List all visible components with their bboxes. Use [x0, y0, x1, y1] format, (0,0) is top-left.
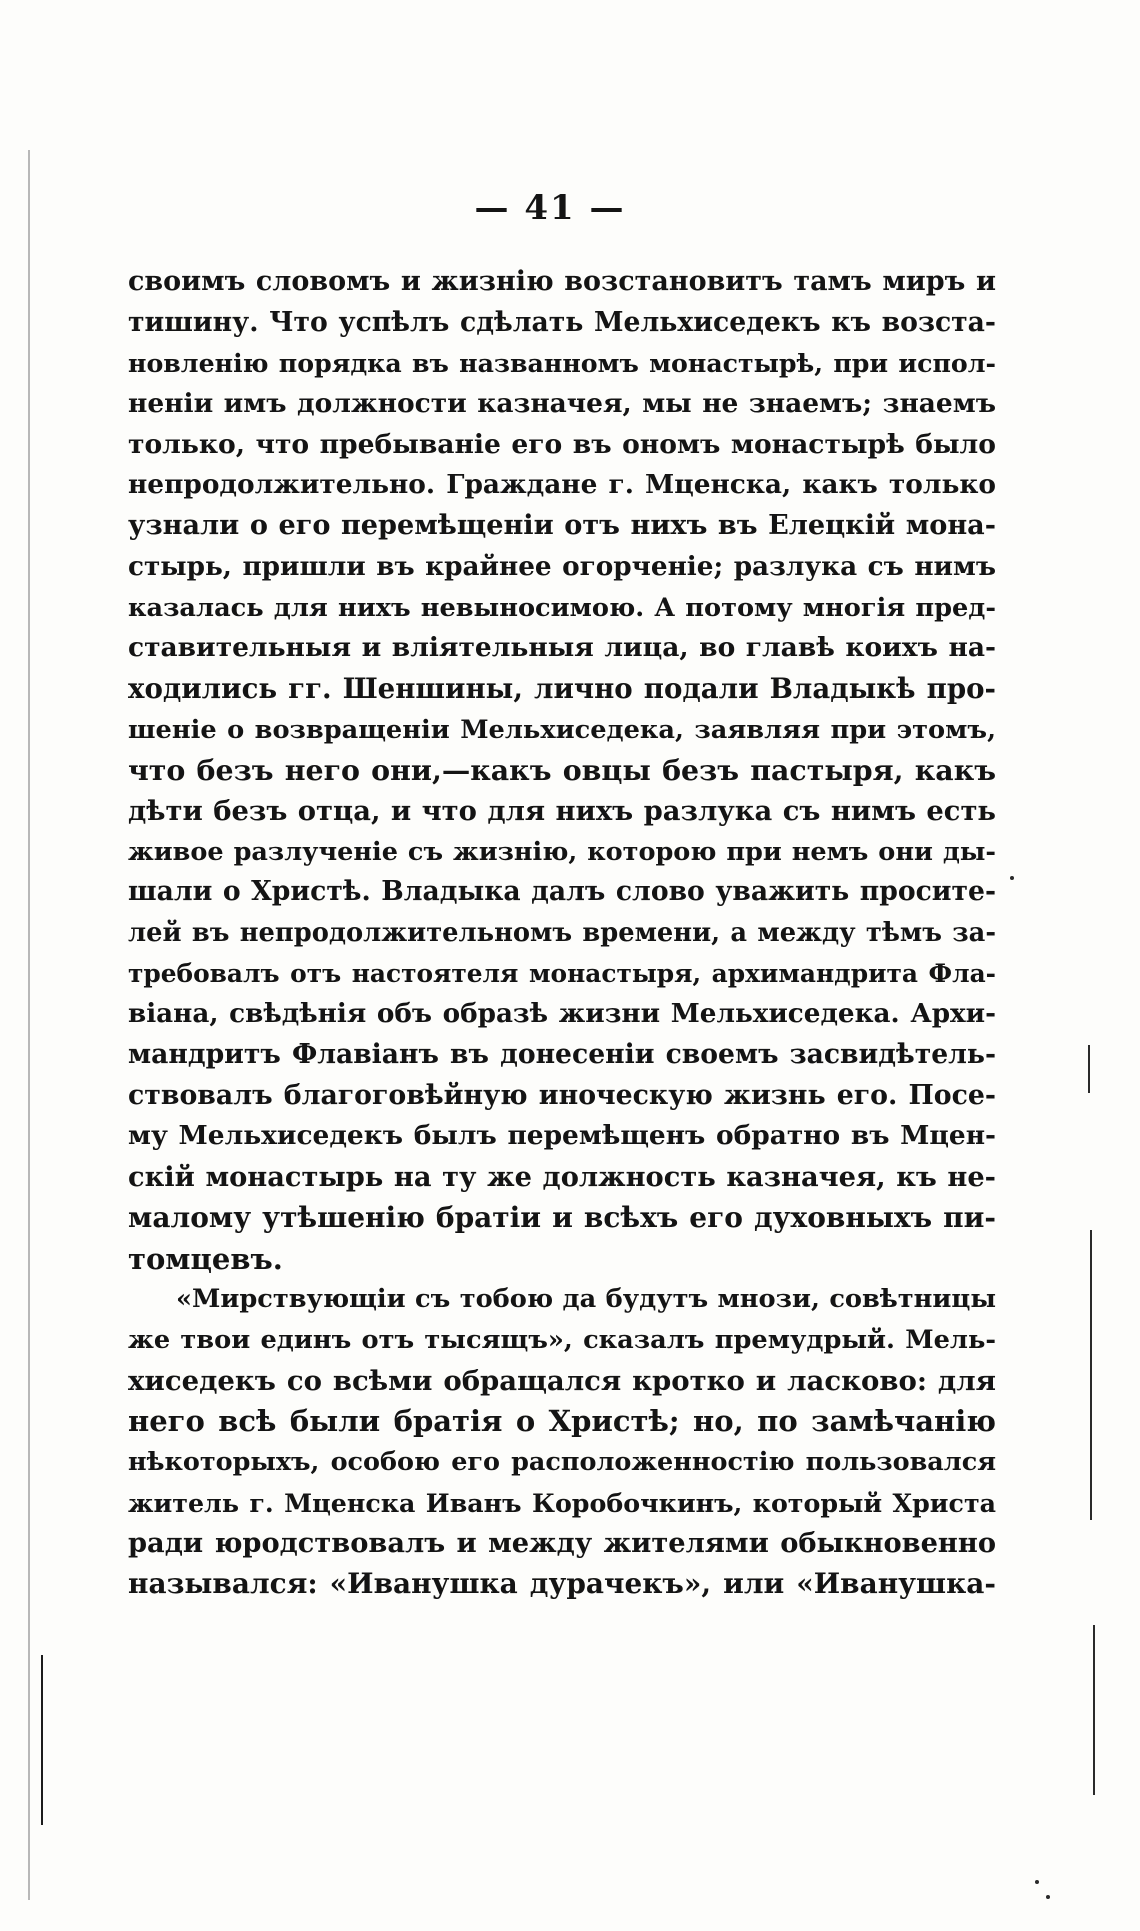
- text-line: ходились гг. Шеншины, лично подали Владыкѣ про-: [128, 671, 996, 705]
- text-line: хиседекъ со всѣми обращался кротко и ласково: для: [128, 1364, 996, 1397]
- text-line: новленію порядка въ названномъ монастырѣ, при испол-: [128, 348, 996, 379]
- text-line: живое разлученіе съ жизнію, которою при немъ они ды-: [128, 836, 996, 867]
- text-line: ради юродствовалъ и между жителями обыкновенно: [128, 1527, 996, 1560]
- text-line: же твои единъ отъ тысящъ», сказалъ премудрый. Мель-: [128, 1324, 996, 1355]
- margin-mark: [1093, 1625, 1095, 1795]
- page-edge-line: [28, 150, 30, 1900]
- text-line: что безъ него они,—какъ овцы безъ пастыря, какъ: [128, 753, 996, 788]
- text-line: скій монастырь на ту же должность казначея, къ не-: [128, 1161, 996, 1194]
- text-line: житель г. Мценска Иванъ Коробочкинъ, который Христа: [128, 1487, 996, 1518]
- margin-mark: [1088, 1045, 1090, 1093]
- text-line: «Мирствующіи съ тобою да будутъ мнози, совѣтницы: [176, 1284, 996, 1315]
- text-line: шали о Христѣ. Владыка далъ слово уважить просите-: [128, 876, 996, 908]
- text-line: только, что пребываніе его въ ономъ монастырѣ было: [128, 428, 996, 460]
- ink-speck: [1046, 1895, 1050, 1899]
- body-text: [128, 262, 996, 1605]
- page-number: — 41 —: [474, 188, 626, 228]
- ink-speck: [1035, 1880, 1039, 1884]
- text-line: стырь, пришли въ крайнее огорченіе; разлука съ нимъ: [128, 550, 996, 582]
- text-line: назывался: «Иванушка дурачекъ», или «Иванушка-: [128, 1567, 996, 1600]
- text-line: казалась для нихъ невыносимою. А потому многія пред-: [128, 592, 996, 623]
- text-line: лей въ непродолжительномъ времени, а между тѣмъ за-: [128, 918, 996, 948]
- text-line: своимъ словомъ и жизнію возстановитъ тамъ миръ и: [128, 266, 996, 297]
- text-line: узнали о его перемѣщеніи отъ нихъ въ Елецкій мона-: [128, 510, 996, 542]
- text-line: ствовалъ благоговѣйную иноческую жизнь его. Посе-: [128, 1079, 996, 1111]
- text-line: дѣти безъ отца, и что для нихъ разлука съ нимъ есть: [128, 794, 996, 827]
- text-line: віана, свѣдѣнія объ образѣ жизни Мельхиседека. Архи-: [128, 998, 996, 1030]
- text-line: шеніе о возвращеніи Мельхиседека, заявляя при этомъ,: [128, 714, 996, 745]
- text-line: томцевъ.: [128, 1241, 283, 1276]
- text-line: него всѣ были братія о Христѣ; но, по замѣчанію: [128, 1404, 996, 1439]
- text-line: нѣкоторыхъ, особою его расположенностію пользовался: [128, 1446, 996, 1477]
- text-line: мандритъ Флавіанъ въ донесеніи своемъ засвидѣтель-: [128, 1039, 996, 1071]
- text-line: непродолжительно. Граждане г. Мценска, какъ только: [128, 469, 996, 501]
- text-line: ставительныя и вліятельныя лица, во главѣ коихъ на-: [128, 632, 996, 664]
- margin-mark: [1090, 1230, 1092, 1520]
- text-line: малому утѣшенію братіи и всѣхъ его духовныхъ пи-: [128, 1200, 996, 1234]
- ink-speck: [1010, 876, 1014, 880]
- margin-mark: [41, 1655, 43, 1825]
- text-line: требовалъ отъ настоятеля монастыря, архимандрита Фла-: [128, 958, 996, 988]
- text-line: му Мельхиседекъ былъ перемѣщенъ обратно въ Мцен-: [128, 1120, 996, 1152]
- text-line: неніи имъ должности казначея, мы не знаемъ; знаемъ: [128, 388, 996, 420]
- text-line: тишину. Что успѣлъ сдѣлать Мельхиседекъ къ возста-: [128, 306, 996, 338]
